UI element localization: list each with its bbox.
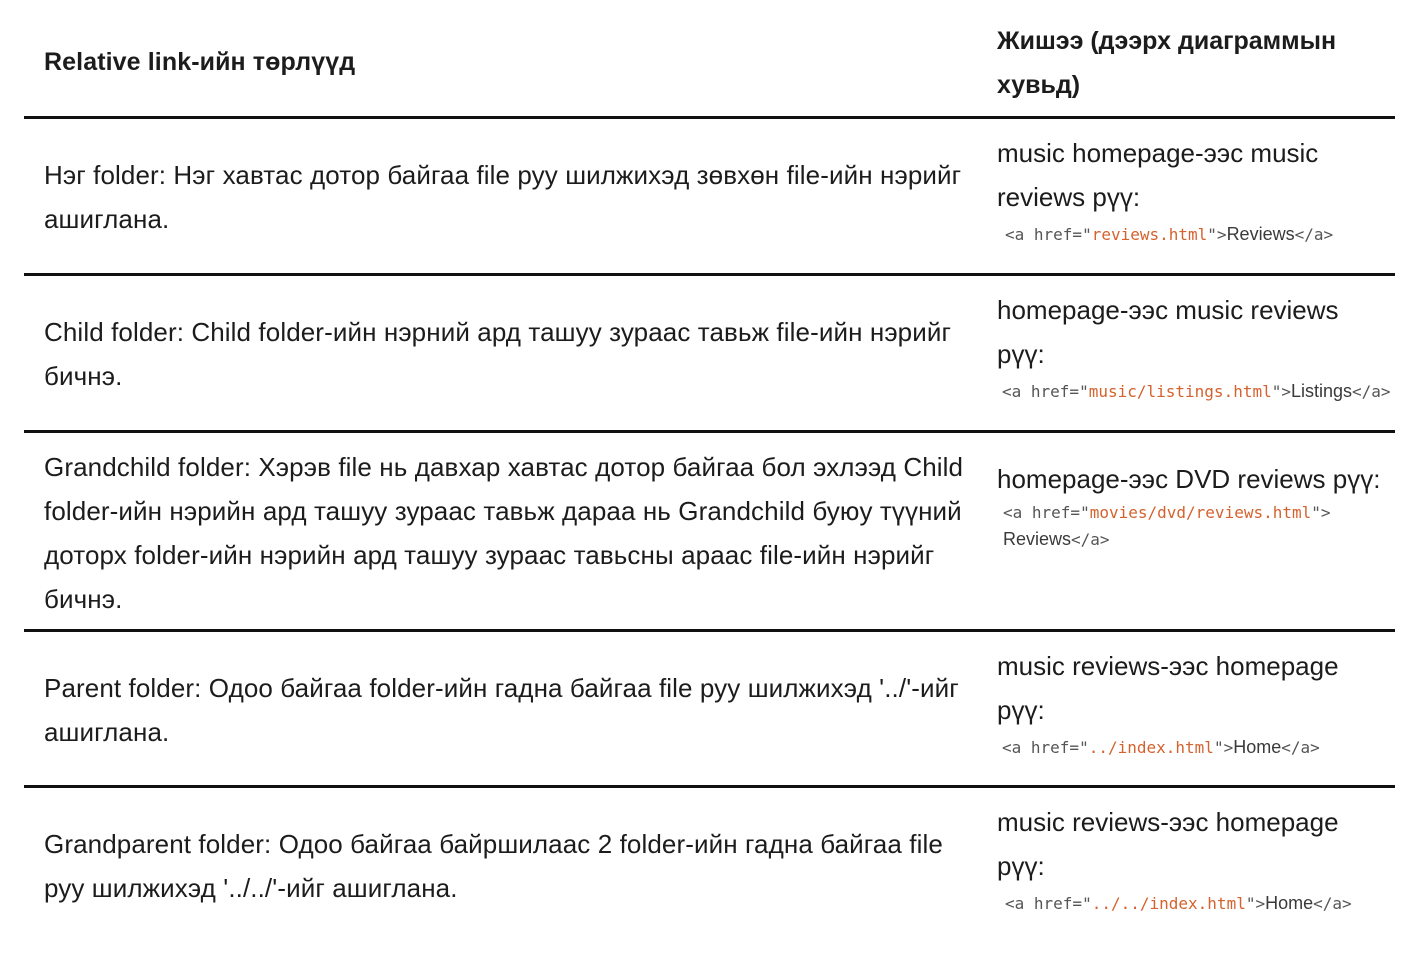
row-description: Grandparent folder: Одоо байгаа байршилаас 2 folder-ийн гадна байгаа file руу шилжихэд '../../'-ийг ашиглана.: [44, 829, 943, 903]
example-label: music homepage-ээс music reviews рүү:: [997, 138, 1319, 212]
table-header-row: [24, 0, 1395, 116]
row-description: Parent folder: Одоо байгаа folder-ийн гадна байгаа file руу шилжихэд '../'-ийг ашиглана.: [44, 673, 959, 747]
row-description: Нэг folder: Нэг хавтас дотор байгаа file руу шилжихэд зөвхөн file-ийн нэрийг ашиглана.: [44, 160, 962, 234]
header-link-types: Relative link-ийн төрлүүд: [44, 48, 356, 76]
example-code: <a href="../index.html">Home</a>: [1002, 737, 1320, 757]
example-code: <a href="reviews.html">Reviews</a>: [1005, 224, 1334, 244]
table-row: [24, 116, 1395, 273]
table-row: [24, 785, 1395, 945]
example-code: <a href="../../index.html">Home</a>: [1005, 893, 1352, 913]
example-label: homepage-ээс music reviews рүү:: [997, 295, 1339, 369]
row-example: [997, 644, 1387, 761]
table-row: [24, 629, 1395, 785]
example-code: <a href="movies/dvd/reviews.html"> Reviews</a>: [1003, 503, 1331, 549]
row-description: Child folder: Child folder-ийн нэрний ард ташуу зураас тавьж file-ийн нэрийг бичнэ.: [44, 317, 952, 391]
row-example: [997, 457, 1387, 553]
header-example: Жишээ (дээрх диаграммын хувьд): [997, 27, 1337, 99]
row-description: Grandchild folder: Хэрэв file нь давхар хавтас дотор байгаа бол эхлээд Child folder-ийн нэрийн ард ташуу зураас тавьж дараа нь Grandchild буюу түүний доторх folder-ийн нэрийн ард ташуу зураас тавьсны араас file-ийн нэрийг бичнэ.: [44, 452, 964, 614]
table-row: [24, 430, 1395, 629]
row-example: [997, 800, 1387, 917]
example-code: <a href="music/listings.html">Listings</a>: [1002, 381, 1391, 401]
example-label: homepage-ээс DVD reviews рүү:: [997, 464, 1381, 494]
relative-links-table: [24, 0, 1395, 945]
example-label: music reviews-ээс homepage рүү:: [997, 651, 1339, 725]
table-row: [24, 273, 1395, 430]
example-label: music reviews-ээс homepage рүү:: [997, 807, 1339, 881]
row-example: [997, 131, 1387, 248]
row-example: [997, 288, 1391, 405]
